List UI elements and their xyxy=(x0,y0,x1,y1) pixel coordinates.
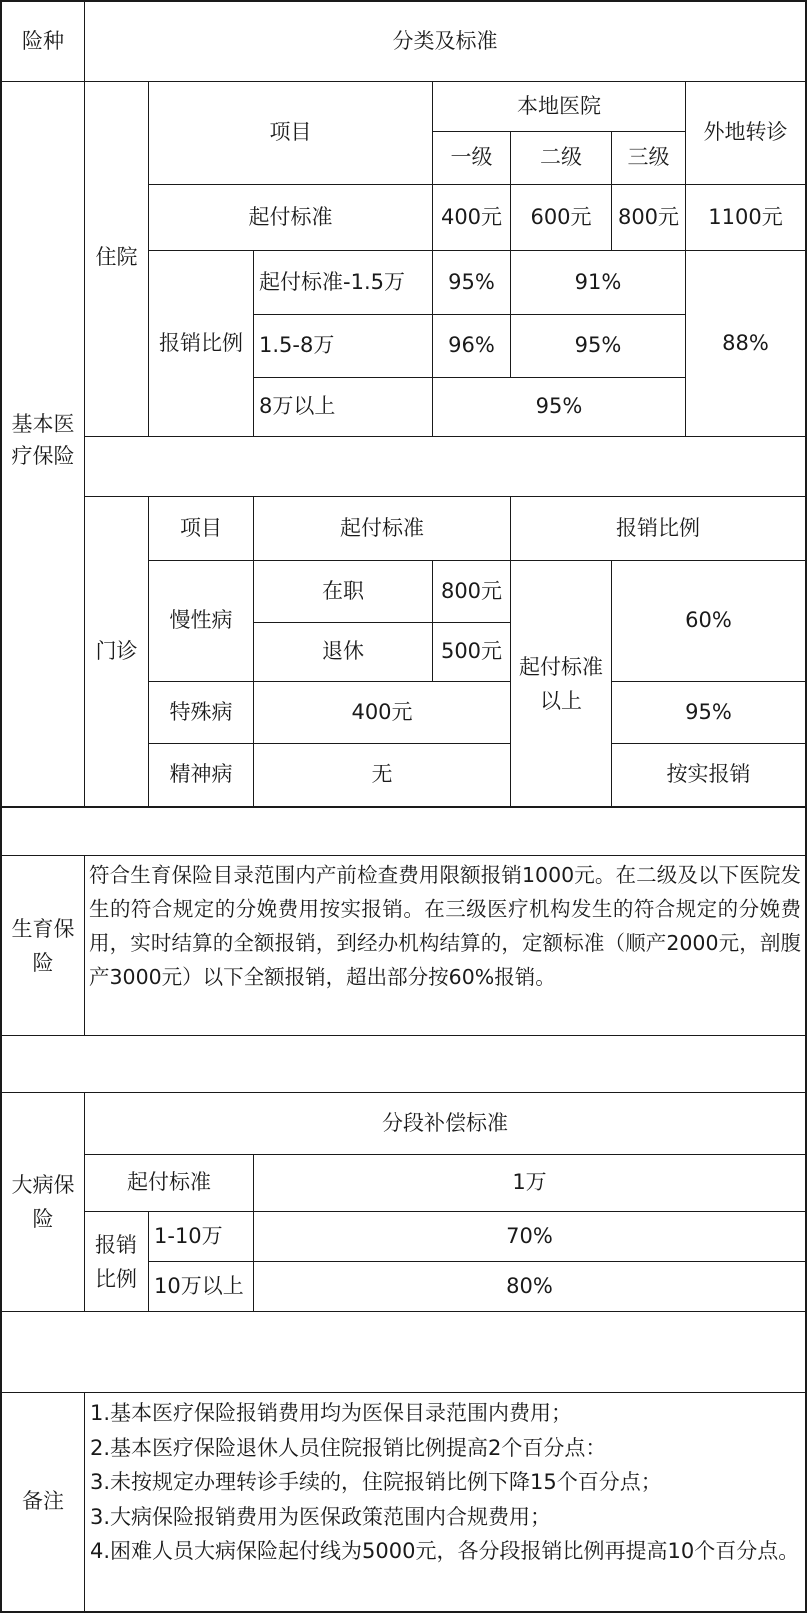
chronic-retired-label: 退休 xyxy=(322,639,364,664)
chronic-employed-label: 在职 xyxy=(322,578,364,603)
critical-deductible-value: 1万 xyxy=(512,1170,547,1195)
range-row-1: 起付标准-1.5万 xyxy=(259,269,405,294)
level-3-header: 三级 xyxy=(627,145,670,170)
special-disease-amount: 400元 xyxy=(351,699,413,724)
special-disease-label: 特殊病 xyxy=(169,699,233,724)
above-deductible-label: 起付标准以上 xyxy=(519,654,603,713)
range-row-3: 8万以上 xyxy=(259,394,336,419)
note-item-2: 2.基本医疗保险退休人员住院报销比例提高2个百分点： xyxy=(90,1435,607,1460)
mental-disease-rate: 按实报销 xyxy=(666,762,751,787)
mental-disease-amount: 无 xyxy=(371,762,393,787)
range-2-level-23-rate: 95% xyxy=(574,333,622,358)
mental-disease-label: 精神病 xyxy=(169,762,233,787)
range-1-level-23-rate: 91% xyxy=(574,269,622,294)
notes-label: 备注 xyxy=(22,1489,64,1514)
note-item-1: 1.基本医疗保险报销费用均为医保目录范围内费用； xyxy=(90,1401,573,1425)
chronic-retired-amount: 500元 xyxy=(440,639,503,664)
header-category-col: 分类及标准 xyxy=(392,28,498,53)
local-hospital-header: 本地医院 xyxy=(517,93,601,118)
maternity-text: 符合生育保险目录范围内产前检查费用限额报销1000元。在二级及以下医院发生的符合规定的分娩费用按实报销。在三级医疗机构发生的符合规定的分娩费用，实时结算的全额报销，到经办机构结算的，定额标准（顺产2000元，剖腹产3000元）以下全额报销，超出部分按60%报销。 xyxy=(89,863,801,989)
critical-rate-1: 70% xyxy=(506,1223,553,1248)
level-1-header: 一级 xyxy=(450,145,493,170)
outpatient-item-header: 项目 xyxy=(180,515,222,540)
critical-title: 分段补偿标准 xyxy=(382,1110,508,1135)
chronic-rate: 60% xyxy=(685,608,732,633)
special-disease-rate: 95% xyxy=(685,699,732,724)
note-item-3: 3.未按规定办理转诊手续的，住院报销比例下降15个百分点； xyxy=(90,1470,662,1494)
inpatient-reimburse-label: 报销比例 xyxy=(159,330,243,355)
transfer-rate: 88% xyxy=(722,330,769,355)
critical-rate-2: 80% xyxy=(506,1273,553,1298)
inpatient-item-header: 项目 xyxy=(269,120,312,145)
basic-medical-label: 基本医疗保险 xyxy=(11,412,75,468)
header-type-col: 险种 xyxy=(22,28,64,53)
outpatient-reimburse-header: 报销比例 xyxy=(616,515,700,540)
deductible-level-1: 400元 xyxy=(440,204,503,229)
critical-range-2: 10万以上 xyxy=(154,1273,244,1298)
inpatient-label: 住院 xyxy=(95,245,138,270)
notes-list xyxy=(90,1396,802,1569)
critical-reimburse-label: 报销比例 xyxy=(95,1232,137,1291)
range-3-all-rate: 95% xyxy=(535,394,583,419)
level-2-header: 二级 xyxy=(540,145,582,170)
critical-deductible-label: 起付标准 xyxy=(127,1170,211,1195)
deductible-level-2: 600元 xyxy=(530,204,592,229)
critical-label: 大病保险 xyxy=(11,1173,75,1231)
range-row-2: 1.5-8万 xyxy=(259,333,335,358)
range-1-level-1-rate: 95% xyxy=(448,269,495,294)
note-item-4: 3.大病保险报销费用为医保政策范围内合规费用； xyxy=(90,1504,552,1529)
transfer-header: 外地转诊 xyxy=(703,120,788,145)
deductible-level-3: 800元 xyxy=(617,204,680,229)
outpatient-deductible-header: 起付标准 xyxy=(340,515,424,540)
chronic-employed-amount: 800元 xyxy=(440,578,503,603)
critical-range-1: 1-10万 xyxy=(154,1223,223,1248)
maternity-label: 生育保险 xyxy=(11,916,75,975)
note-item-5: 4.困难人员大病保险起付线为5000元，各分段报销比例再提高10个百分点。 xyxy=(90,1539,800,1563)
inpatient-deductible-label: 起付标准 xyxy=(248,204,333,229)
deductible-transfer: 1100元 xyxy=(708,204,783,229)
range-2-level-1-rate: 96% xyxy=(448,333,495,358)
outpatient-label: 门诊 xyxy=(95,638,138,663)
chronic-label: 慢性病 xyxy=(169,608,233,633)
